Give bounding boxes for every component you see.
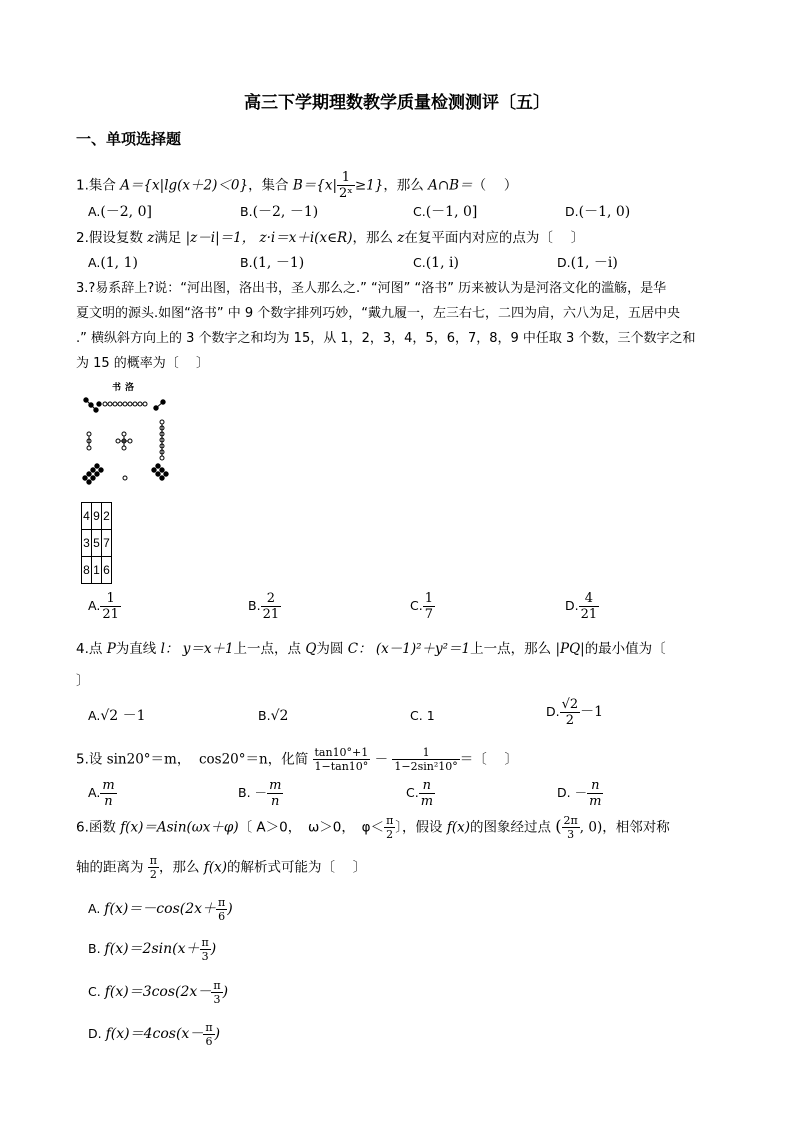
- q3-option-a[interactable]: A. $\frac{1}{21}$: [88, 591, 119, 622]
- q6-option-a[interactable]: A. f(x)＝－cos(2x＋ $\frac{\pi}{6}$ ): [88, 896, 233, 923]
- question-5-stem: 5.设 sin20°＝m， cos20°＝n，化简 $\frac{\tan 10^\circ+1}{1-\tan 10^\circ}$ － $\frac{1}{\text{1−2sin²10°}}$ ＝〔 〕: [76, 746, 519, 773]
- question-4-stem: 4.点 P为直线 l： y＝x＋1上一点，点 Q为圆 C： (x－1)²＋y²＝1上一点，那么 |PQ|的最小值为〔: [76, 641, 666, 657]
- q6-option-c[interactable]: C. f(x)＝3cos(2x－ $\frac{\pi}{3}$ ): [88, 979, 229, 1006]
- question-3-line-2: 夏文明的源头.如图“洛书” 中 9 个数字排列巧妙，“戴九履一，左三右七，二四为肩，六八为足，五居中央: [76, 306, 681, 321]
- question-3-line-1: 3.?易系辞上?说：“河出图，洛出书，圣人那么之.” “河图” “洛书” 历来被认为是河洛文化的滥觞，是华: [76, 281, 667, 296]
- page-title: 高三下学期理数教学质量检测测评〔五〕: [244, 93, 550, 113]
- q5-option-d[interactable]: D. － $\frac{n}{m}$: [557, 778, 602, 809]
- q1-option-a[interactable]: A.(－2, 0]: [88, 204, 152, 220]
- q4-option-b[interactable]: B.√2: [258, 708, 289, 724]
- q6-option-b[interactable]: B. f(x)＝2sin(x＋ $\frac{\pi}{3}$ ): [88, 936, 217, 963]
- q3-option-c[interactable]: C. $\frac{1}{7}$: [410, 591, 433, 622]
- magic-square-grid: 4 9 2 3 5 7 8 1 6: [81, 502, 112, 584]
- q5-option-c[interactable]: C. $\frac{n}{m}$: [406, 778, 434, 809]
- question-3-line-3: .” 横纵斜方向上的 3 个数字之和均为 15，从 1，2，3，4，5，6，7，8，9 中任取 3 个数，三个数字之和: [76, 331, 696, 346]
- question-3-line-4: 为 15 的概率为〔 〕: [76, 356, 209, 371]
- q2-option-b[interactable]: B.(1, －1): [240, 255, 305, 271]
- q4-option-a[interactable]: A.√2 －1: [88, 708, 146, 724]
- q1-option-b[interactable]: B.(－2, －1): [240, 204, 319, 220]
- q6-option-d[interactable]: D. f(x)＝4cos(x－ $\frac{\pi}{6}$ ): [88, 1021, 221, 1048]
- question-2-stem: 2.假设复数 z满足 |z－i|＝1， z·i＝x＋i(x∈R)，那么 z在复平面内对应的点为〔 〕: [76, 230, 585, 246]
- question-1-stem: 1.集合 A＝{x|lg(x＋2)＜0}，集合 B＝{x| $\frac{1}{\text{2ˣ}}$ ≥1}，那么 A∩B＝（ ）: [76, 170, 518, 201]
- question-6-line-2: 轴的距离为 $\frac{\pi}{2}$ ，那么 f(x)的解析式可能为〔 〕: [76, 854, 367, 881]
- q5-option-b[interactable]: B. － $\frac{m}{n}$: [238, 778, 282, 809]
- q2-option-c[interactable]: C.(1, i): [413, 255, 459, 271]
- section-heading: 一、单项选择题: [76, 130, 182, 148]
- q3-option-d[interactable]: D. $\frac{4}{21}$: [565, 591, 598, 622]
- q3-option-b[interactable]: B. $\frac{2}{21}$: [248, 591, 280, 622]
- q2-option-d[interactable]: D.(1, －i): [557, 255, 618, 271]
- q2-option-a[interactable]: A.(1, 1): [88, 255, 138, 271]
- question-4-line-2: 〕: [76, 673, 90, 689]
- q5-option-a[interactable]: A. $\frac{m}{n}$: [88, 778, 115, 809]
- luoshu-figure: [80, 392, 175, 487]
- q1-option-d[interactable]: D.(－1, 0): [565, 204, 631, 220]
- q4-option-d[interactable]: D. $\frac{√2}{2}$ －1: [546, 697, 604, 728]
- q4-option-c[interactable]: C. 1: [410, 708, 435, 723]
- q1-option-c[interactable]: C.(－1, 0]: [413, 204, 478, 220]
- luoshu-caption: 书洛: [112, 383, 139, 393]
- question-6-stem: 6.函数 f(x)＝Asin(ωx＋φ)〔 A＞0， ω＞0， φ＜ $\frac{\pi}{2}$ 〕，假设 f(x)的图象经过点 ( $\frac{2\pi}{3}$ , 0)，相邻对称: [76, 814, 670, 841]
